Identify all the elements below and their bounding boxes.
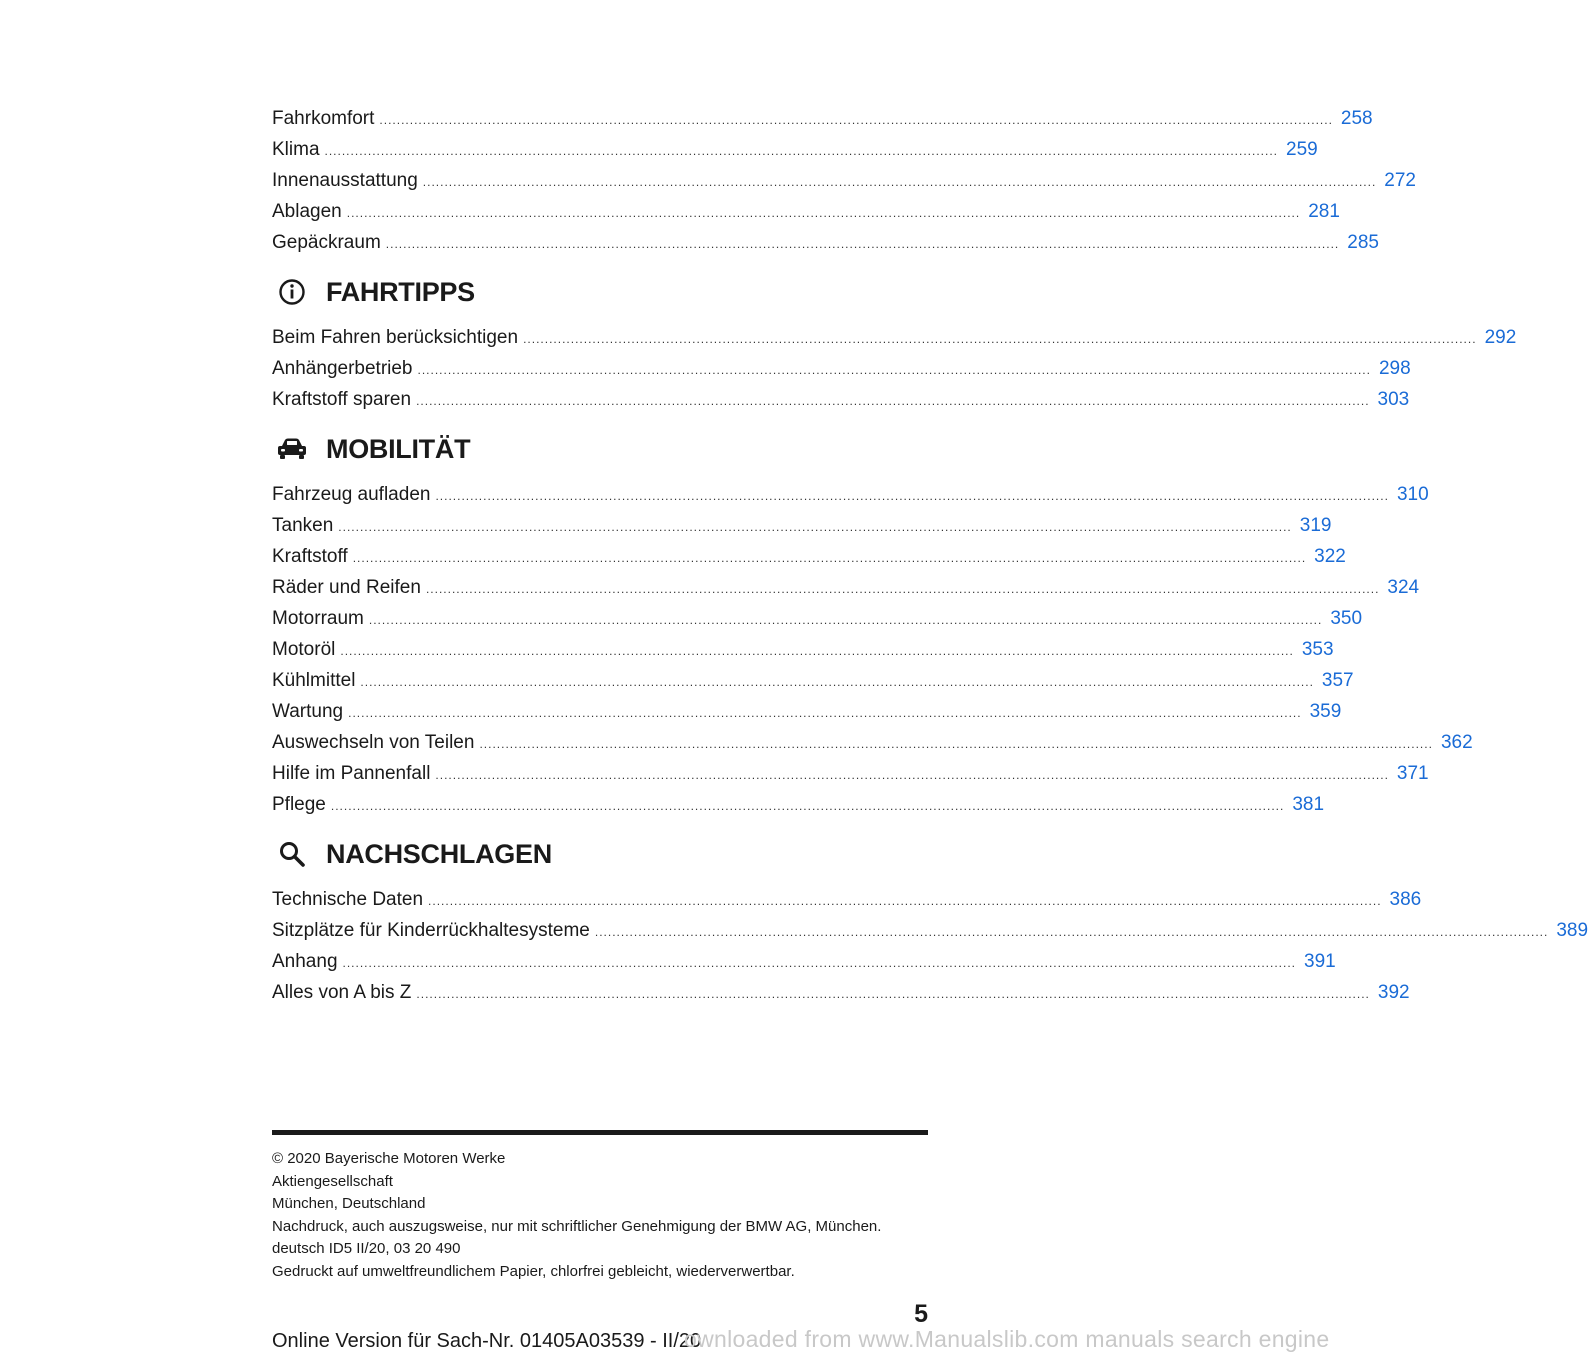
toc-entry-page: 319 [1299, 515, 1332, 536]
toc-entry-page: 391 [1304, 951, 1336, 972]
toc-entry-page: 389 [1556, 920, 1588, 941]
toc-entry-page: 285 [1347, 232, 1379, 253]
toc-entry-label: Räder und Reifen [272, 577, 421, 598]
section-heading [272, 262, 928, 322]
toc-entry[interactable] [272, 603, 1363, 634]
toc-entry[interactable] [272, 665, 1354, 696]
toc-entry-label: Hilfe im Pannenfall [272, 763, 431, 784]
leader-dots: ............................................................................................................................................................................................................................ [330, 799, 1285, 813]
toc-entry-page: 392 [1377, 982, 1410, 1003]
toc-entry[interactable] [272, 696, 1342, 727]
imprint-line: deutsch ID5 II/20, 03 20 490 [272, 1240, 461, 1257]
leader-dots: ............................................................................................................................................................................................................................ [360, 675, 1314, 689]
toc-entry-page: 310 [1396, 484, 1429, 505]
toc-entry-label: Klima [272, 139, 320, 160]
leader-dots: ............................................................................................................................................................................................................................ [385, 237, 1340, 251]
toc-entry-label: Anhängerbetrieb [272, 358, 413, 379]
leader-dots: ............................................................................................................................................................................................................................ [348, 706, 1302, 720]
toc-entry-label: Kraftstoff [272, 546, 348, 567]
toc-entry-page: 362 [1440, 732, 1473, 753]
leader-dots: ............................................................................................................................................................................................................................ [594, 925, 1549, 939]
toc-entry-label: Gepäckraum [272, 232, 381, 253]
leader-dots: ............................................................................................................................................................................................................................ [425, 582, 1380, 596]
leader-dots: ............................................................................................................................................................................................................................ [435, 768, 1389, 782]
leader-dots: ............................................................................................................................................................................................................................ [479, 737, 1433, 751]
page-number: 5 [914, 1300, 928, 1328]
toc-entry[interactable] [272, 134, 1318, 165]
toc-entry-page: 298 [1378, 358, 1411, 379]
toc-entry-label: Motorraum [272, 608, 364, 629]
info-icon [272, 272, 312, 312]
leader-dots: ............................................................................................................................................................................................................................ [338, 520, 1292, 534]
imprint-line: München, Deutschland [272, 1195, 426, 1212]
leader-dots: ............................................................................................................................................................................................................................ [340, 644, 1294, 658]
toc-entry-page: 324 [1387, 577, 1420, 598]
toc-entry-page: 259 [1286, 139, 1318, 160]
imprint-line: © 2020 Bayerische Motoren Werke [272, 1150, 506, 1167]
toc-entry[interactable] [272, 884, 1422, 915]
toc-entry-page: 303 [1377, 389, 1410, 410]
leader-dots: ............................................................................................................................................................................................................................ [352, 551, 1307, 565]
section-title: MOBILITÄT [326, 433, 471, 464]
toc-entry-page: 272 [1384, 170, 1416, 191]
leader-dots: ............................................................................................................................................................................................................................ [416, 987, 1370, 1001]
toc-entry-label: Beim Fahren berücksichtigen [272, 327, 519, 348]
toc-entry-label: Innenausstattung [272, 170, 418, 191]
leader-dots: ............................................................................................................................................................................................................................ [416, 394, 1370, 408]
toc-entry-label: Wartung [272, 701, 344, 722]
toc-entry-page: 381 [1292, 794, 1325, 815]
toc-entry[interactable] [272, 384, 1410, 415]
toc-entry-label: Fahrzeug aufladen [272, 484, 431, 505]
toc-entry[interactable] [272, 946, 1336, 977]
toc-entry-page: 359 [1309, 701, 1342, 722]
leader-dots: ............................................................................................................................................................................................................................ [422, 175, 1377, 189]
imprint-line: Gedruckt auf umweltfreundlichem Papier, chlorfrei gebleicht, wiederverwertbar. [272, 1262, 795, 1280]
toc-entry-page: 357 [1321, 670, 1354, 691]
toc-entry-page: 371 [1396, 763, 1429, 784]
leader-dots: ............................................................................................................................................................................................................................ [417, 363, 1371, 377]
toc-entry[interactable] [272, 353, 1411, 384]
section-title: FAHRTIPPS [326, 276, 475, 307]
leader-dots: ............................................................................................................................................................................................................................ [346, 206, 1301, 220]
car-icon [272, 429, 312, 469]
section-mobilitaet [272, 419, 1473, 820]
section-title: NACHSCHLAGEN [326, 838, 552, 869]
top-entries [272, 103, 1416, 258]
toc-entry-label: Motoröl [272, 639, 336, 660]
watermark: ownloaded from www.Manualslib.com manuals search engine [684, 1326, 1330, 1352]
toc-entry-label: Kühlmittel [272, 670, 356, 691]
toc-entry[interactable] [272, 479, 1429, 510]
online-version-note: Online Version für Sach-Nr. 01405A03539 - II/20 [272, 1330, 702, 1352]
toc-entry[interactable] [272, 227, 1379, 258]
toc-entry-page: 258 [1340, 108, 1373, 129]
section-heading [272, 419, 928, 479]
toc-entry-label: Tanken [272, 515, 334, 536]
table-of-contents [272, 103, 1588, 1008]
toc-entry[interactable] [272, 915, 1588, 946]
toc-entry[interactable] [272, 322, 1517, 353]
toc-entry[interactable] [272, 758, 1429, 789]
toc-entry-label: Ablagen [272, 201, 342, 222]
toc-entry[interactable] [272, 572, 1420, 603]
toc-entry-label: Alles von A bis Z [272, 982, 412, 1003]
toc-entry-label: Kraftstoff sparen [272, 389, 412, 410]
toc-entry-page: 281 [1308, 201, 1340, 222]
leader-dots: ............................................................................................................................................................................................................................ [435, 489, 1389, 503]
toc-entry[interactable] [272, 977, 1410, 1008]
imprint-line: Nachdruck, auch auszugsweise, nur mit schriftlicher Genehmigung der BMW AG, München. [272, 1217, 882, 1235]
toc-entry[interactable] [272, 634, 1334, 665]
toc-entry[interactable] [272, 196, 1340, 227]
toc-entry-label: Fahrkomfort [272, 108, 375, 129]
leader-dots: ............................................................................................................................................................................................................................ [523, 332, 1477, 346]
search-icon [272, 834, 312, 874]
toc-entry-page: 292 [1484, 327, 1517, 348]
toc-entry-label: Auswechseln von Teilen [272, 732, 475, 753]
section-heading [272, 824, 928, 884]
toc-entry[interactable] [272, 727, 1473, 758]
imprint [272, 1148, 928, 1283]
toc-entry-label: Anhang [272, 951, 338, 972]
toc-entry-page: 350 [1330, 608, 1363, 629]
toc-entry[interactable] [272, 541, 1346, 572]
toc-entry[interactable] [272, 510, 1332, 541]
toc-entry-label: Sitzplätze für Kinderrückhaltesysteme [272, 920, 590, 941]
toc-entry-page: 353 [1301, 639, 1334, 660]
imprint-line: Aktiengesellschaft [272, 1172, 393, 1190]
section-nachschlagen [272, 824, 1588, 1008]
toc-entry[interactable] [272, 103, 1373, 134]
footer-divider [272, 1130, 928, 1135]
leader-dots: ............................................................................................................................................................................................................................ [324, 144, 1278, 158]
toc-entry-page: 322 [1314, 546, 1346, 567]
toc-entry-page: 386 [1389, 889, 1422, 910]
section-fahrtipps [272, 262, 1517, 415]
leader-dots: ............................................................................................................................................................................................................................ [428, 894, 1382, 908]
leader-dots: ............................................................................................................................................................................................................................ [342, 956, 1296, 970]
leader-dots: ............................................................................................................................................................................................................................ [368, 613, 1323, 627]
leader-dots: ............................................................................................................................................................................................................................ [379, 113, 1333, 127]
toc-entry[interactable] [272, 789, 1325, 820]
toc-entry-label: Technische Daten [272, 889, 424, 910]
toc-entry-label: Pflege [272, 794, 326, 815]
toc-entry[interactable] [272, 165, 1416, 196]
